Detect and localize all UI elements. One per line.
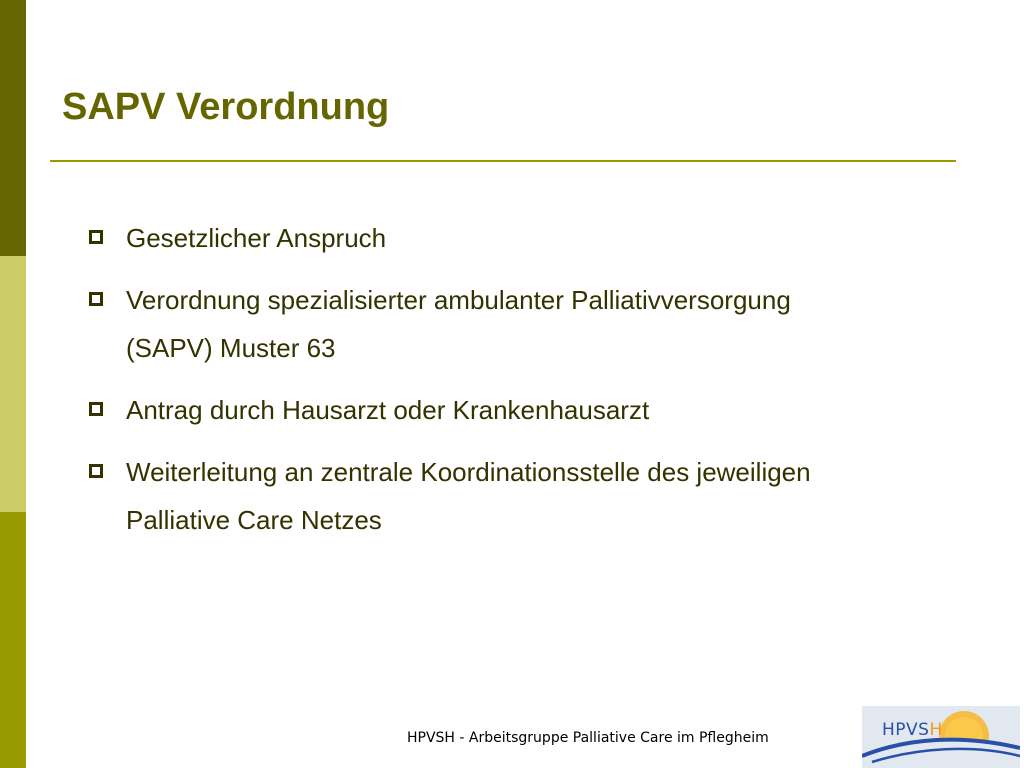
square-bullet-icon	[89, 292, 103, 306]
bullet-text-continuation: (SAPV) Muster 63	[126, 333, 336, 363]
bullet-item	[86, 448, 906, 544]
footer-text: HPVSH - Arbeitsgruppe Palliative Care im Pflegheim	[407, 730, 769, 746]
sidebar-accent-top	[0, 0, 26, 256]
bullet-text: Gesetzlicher Anspruch	[126, 223, 387, 253]
square-bullet-icon	[89, 230, 103, 244]
square-bullet-icon	[89, 402, 103, 416]
bullet-text: Antrag durch Hausarzt oder Krankenhausarzt	[126, 395, 650, 425]
bullet-text: Verordnung spezialisierter ambulanter Palliativversorgung	[126, 285, 791, 315]
slide-title: SAPV Verordnung	[62, 86, 390, 128]
bullet-text-continuation: Palliative Care Netzes	[126, 505, 382, 535]
logo-wordmark: HPVSH	[882, 720, 943, 740]
bullet-item	[86, 386, 906, 434]
bullet-item	[86, 276, 906, 372]
square-bullet-icon	[89, 464, 103, 478]
sidebar-accent-bottom	[0, 512, 26, 768]
title-divider	[50, 160, 956, 162]
hpvsh-logo	[862, 706, 1020, 768]
sidebar-accent-middle	[0, 256, 26, 512]
bullet-text: Weiterleitung an zentrale Koordinationsstelle des jeweiligen	[126, 457, 811, 487]
bullet-list	[86, 214, 906, 558]
bullet-item	[86, 214, 906, 262]
